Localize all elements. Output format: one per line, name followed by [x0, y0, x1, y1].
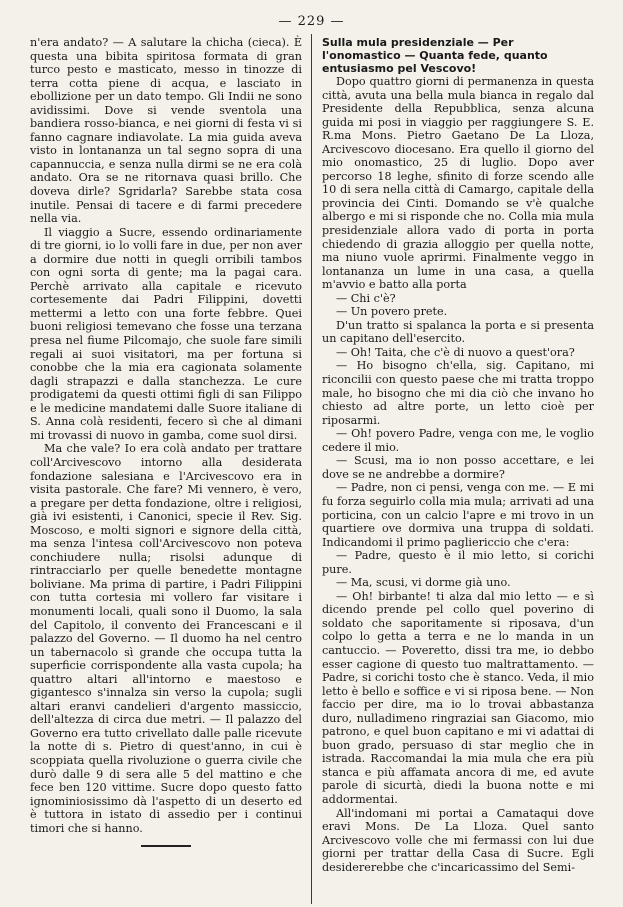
right-paragraph: — Oh! povero Padre, venga con me, le voglio cedere il mio.	[322, 427, 594, 454]
page-number: — 229 —	[278, 14, 345, 29]
right-paragraph: — Padre, non ci pensi, venga con me. — E mi fu forza seguirlo colla mia mula; arrivati ad una porticina, con un calcio l'apre e mi trovo in un quartiere ove dormiva una truppa di soldati. Indicandomi il primo pagliericcio che c'era:	[322, 481, 594, 549]
left-paragraph: Ma che vale? Io era colà andato per trattare coll'Arcivescovo intorno alla desiderata fondazione salesiana e l'Arcivescovo era in visita pastorale. Che fare? Mi vennero, è vero, a pregare per detta fondazione, oltre i religiosi, già ivi esistenti, i Canonici, specie il Rev. Sig. Moscoso, e molti signori e signore della città, ma senza l'intesa coll'Arcivescovo non poteva conchiudere nulla; risolsi adunque di rintracciarlo per quelle benedette montagne boliviane. Ma prima di partire, i Padri Filippini con tutta cortesia mi vollero far visitare i monumenti locali, quali sono il Duomo, la sala del Capitolo, il convento dei Francescani e il palazzo del Governo. — Il duomo ha nel centro un tabernacolo sì grande che occupa tutta la superficie corrispondente alla vasta cupola; ha quattro altari all'intorno e maestoso e gigantesco s'innalza sin verso la cupola; sugli altari eranvi candelieri d'argento massiccio, dell'altezza di circa due metri. — Il palazzo del Governo era tutto crivellato dalle palle ricevute la notte di s. Pietro di quest'anno, in cui è scoppiata quella rivoluzione o guerra civile che durò dalle 9 di sera alle 5 del mattino e che fece ben 120 vittime. Sucre dopo questo fatto ignominiosissimo dà l'aspetto di un deserto ed è tuttora in istato di assedio per i continui timori che si hanno.	[30, 442, 302, 835]
right-paragraph: D'un tratto si spalanca la porta e si presenta un capitano dell'esercito.	[322, 318, 594, 346]
right-paragraph: — Un povero prete.	[336, 305, 448, 319]
right-paragraph: — Scusi, ma io non posso accettare, e lei dove se ne andrebbe a dormire?	[322, 454, 594, 481]
right-column	[322, 36, 594, 874]
right-paragraph: Dopo quattro giorni di permanenza in questa città, avuta una bella mula bianca in regalo dal Presidente della Repubblica, senza alcuna guida mi posi in viaggio per raggiungere S. E. R.ma Mons. Pietro Gaetano De La Lloza, Arcivescovo diocesano. Era quello il giorno del mio onomastico, 25 di luglio. Dopo aver percorso 18 leghe, sfinito di forze scendo alle 10 di sera nella città di Camargo, capitale della provincia dei Cinti. Domando se v'è qualche albergo e mi si risponde che no. Colla mia mula presidenziale allora vado di porta in porta chiedendo di grazia alloggio per quella notte, ma niuno vuole aprirmi. Finalmente veggo in lontananza un lume in una casa, a quella m'avvio e batto alla porta	[322, 75, 594, 292]
right-paragraph: — Padre, questo è il mio letto, si corichi pure.	[322, 549, 594, 576]
right-paragraph: — Oh! Taita, che c'è di nuovo a quest'ora?	[336, 345, 575, 359]
section-end-rule	[141, 845, 191, 847]
right-paragraph: All'indomani mi portai a Camataqui dove eravi Mons. De La Lloza. Quel santo Arcivescovo volle che mi fermassi con lui due giorni per trattar della Casa di Sucre. Egli desidererebbe che c'incaricassimo del Semi-	[322, 806, 594, 874]
left-column	[30, 36, 302, 847]
right-paragraph: — Chi c'è?	[336, 291, 396, 305]
left-paragraph: n'era andato? — A salutare la chicha (cieca). È questa una bibita spiritosa formata di gran turco pesto e masticato, messo in tinozze di terra cotta piene di acqua, e lasciato in ebollizione per un dato tempo. Gli Indii ne sono avidissimi. Dove si vende sventola una bandiera rosso-bianca, e nei giorni di festa vi si fanno cagnare indiavolate. La mia guida aveva visto in lontananza un tal segno sopra di una capannuccia, e senza nulla dirmi se ne era colà andato. Ora se ne ritornava quasi brillo. Che doveva dirle? Sgridarla? Sarebbe stata cosa inutile. Pensai di tacere e di farmi precedere nella via.	[30, 36, 302, 226]
left-paragraph: Il viaggio a Sucre, essendo ordinariamente di tre giorni, io lo volli fare in due, per non aver a dormire due notti in quegli orribili tambos con ogni sorta di gente; ma la pagai cara. Perchè arrivato alla capitale e ricevuto cortesemente dai Padri Filippini, dovetti mettermi a letto con una forte febbre. Quei buoni religiosi temevano che fosse una terzana presa nel fiume Pilcomajo, che suole fare simili regali ai suoi visitatori, ma per fortuna si conobbe che la mia era cagionata solamente dagli strapazzi e dalla stanchezza. Le cure prodigatemi da questi ottimi figli di san Filippo e le medicine mandatemi dalle Suore italiane di S. Anna colà residenti, fecero sì che al dimani mi trovassi di nuovo in gamba, come suol dirsi.	[30, 225, 302, 442]
column-divider	[311, 34, 312, 904]
right-paragraph: — Ho bisogno ch'ella, sig. Capitano, mi riconcilii con questo paese che mi tratta troppo male, ho bisogno che mi dia ciò che invano ho chiesto ad altre porte, un letto cioè per riposarmi.	[322, 359, 594, 427]
section-heading: Sulla mula presidenziale — Per l'onomastico — Quanta fede, quanto entusiasmo pel Vescovo!	[322, 36, 548, 75]
right-paragraph: — Ma, scusi, vi dorme già uno.	[336, 576, 511, 590]
right-paragraph: — Oh! birbante! ti alza dal mio letto — e sì dicendo prende pel collo quel poverino di soldato che saporitamente si riposava, d'un colpo lo getta a terra e ne lo manda in un cantuccio. — Poveretto, dissi tra me, io debbo esser cagione di questo tuo maltrattamento. — Padre, si corichi tosto che è stanco. Veda, il mio letto è bello e soffice e vi si riposa bene. — Non faccio per dire, ma io lo trovai abbastanza duro, nulladimeno ringraziai san Giacomo, mio patrono, e quel buon capitano e mi vi adattai di buon grado, persuaso di star meglio che in istrada. Raccomandai la mia mula che era più stanca e più affamata ancora di me, ed avute parole di sicurtà, diedi la buona notte e mi addormentai.	[322, 589, 594, 806]
